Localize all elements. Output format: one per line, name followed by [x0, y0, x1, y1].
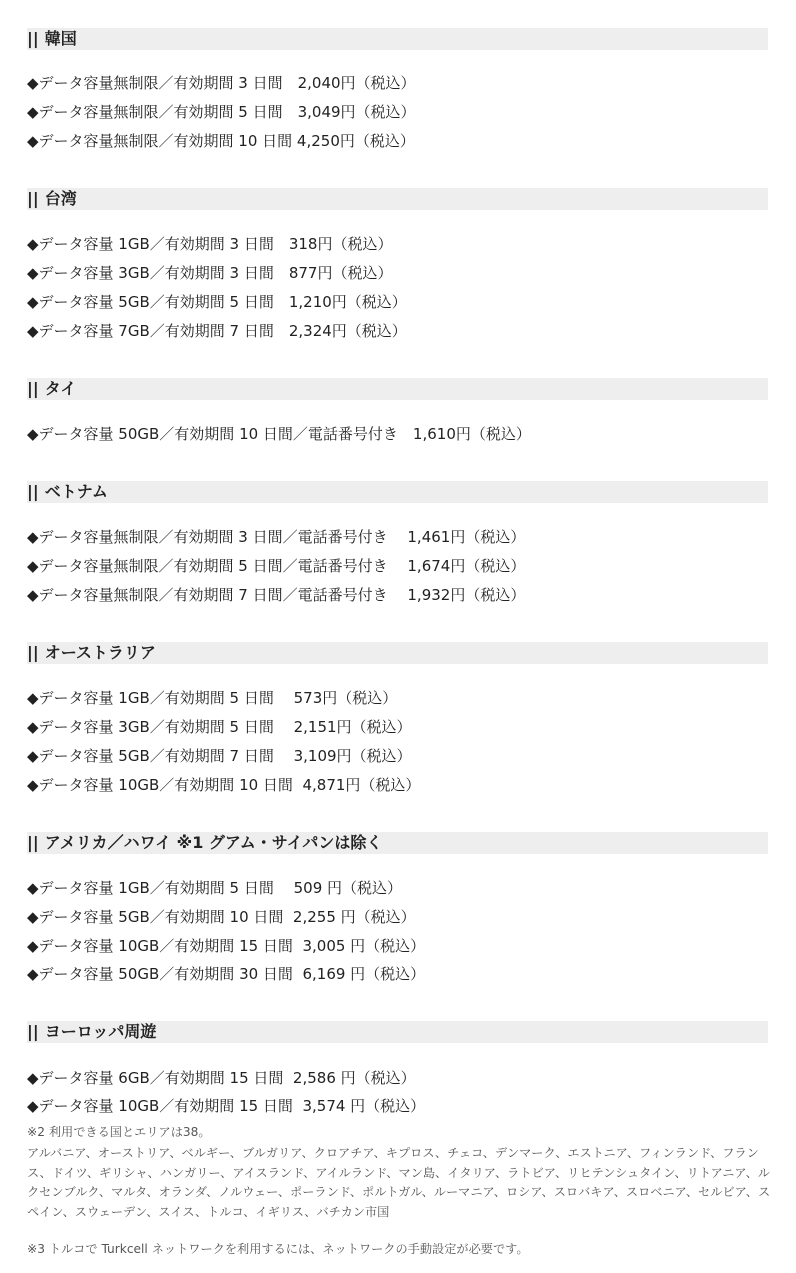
heading-label: ヨーロッパ周遊	[44, 1022, 157, 1041]
heading-bars: ||	[27, 1022, 39, 1041]
section-heading-europe	[27, 1021, 768, 1043]
plan-item: ◆データ容量無制限／有効期間 5 日間／電話番号付き 1,674円（税込）	[27, 557, 526, 575]
heading-label: アメリカ／ハワイ ※1 グアム・サイパンは除く	[44, 833, 383, 852]
heading-bars: ||	[27, 643, 39, 662]
plan-item: ◆データ容量 3GB／有効期間 5 日間 2,151円（税込）	[27, 718, 412, 736]
footnote-2-country-list: アルバニア、オーストリア、ベルギー、ブルガリア、クロアチア、キプロス、チェコ、デンマーク、エストニア、フィンランド、フランス、ドイツ、ギリシャ、ハンガリー、アイスランド、アイルランド、マン島、イタリア、ラトビア、リヒテンシュタイン、リトアニア、ルクセンブルク、マルタ、オランダ、ノルウェー、ポーランド、ポルトガル、ルーマニア、ロシア、スロバキア、スロベニア、セルビア、スペイン、スウェーデン、スイス、トルコ、イギリス、バチカン市国	[27, 1146, 771, 1219]
footnote-3: ※3 トルコで Turkcell ネットワークを利用するには、ネットワークの手動設定が必要です。	[27, 1242, 529, 1256]
heading-label: 台湾	[44, 189, 77, 208]
heading-label: オーストラリア	[44, 643, 156, 662]
plan-item: ◆データ容量 10GB／有効期間 15 日間 3,005 円（税込）	[27, 937, 426, 955]
plan-item: ◆データ容量 6GB／有効期間 15 日間 2,586 円（税込）	[27, 1069, 416, 1087]
plan-item: ◆データ容量無制限／有効期間 3 日間 2,040円（税込）	[27, 74, 416, 92]
plan-item: ◆データ容量 5GB／有効期間 5 日間 1,210円（税込）	[27, 293, 407, 311]
plan-item: ◆データ容量 10GB／有効期間 10 日間 4,871円（税込）	[27, 776, 421, 794]
plan-item: ◆データ容量 50GB／有効期間 30 日間 6,169 円（税込）	[27, 965, 426, 983]
plan-item: ◆データ容量無制限／有効期間 5 日間 3,049円（税込）	[27, 103, 416, 121]
section-heading-korea	[27, 28, 768, 50]
heading-bars: ||	[27, 189, 39, 208]
plan-item: ◆データ容量 5GB／有効期間 10 日間 2,255 円（税込）	[27, 908, 416, 926]
plan-item: ◆データ容量 7GB／有効期間 7 日間 2,324円（税込）	[27, 322, 407, 340]
plan-item: ◆データ容量 1GB／有効期間 5 日間 509 円（税込）	[27, 879, 403, 897]
plan-item: ◆データ容量無制限／有効期間 3 日間／電話番号付き 1,461円（税込）	[27, 528, 526, 546]
heading-bars: ||	[27, 482, 39, 501]
section-heading-australia	[27, 642, 768, 664]
heading-bars: ||	[27, 379, 39, 398]
plan-item: ◆データ容量 1GB／有効期間 5 日間 573円（税込）	[27, 689, 398, 707]
footnote-2-title: ※2 利用できる国とエリアは38。	[27, 1125, 211, 1139]
heading-bars: ||	[27, 833, 39, 852]
section-heading-usa-hawaii	[27, 832, 768, 854]
section-heading-thailand	[27, 378, 768, 400]
plan-item: ◆データ容量 5GB／有効期間 7 日間 3,109円（税込）	[27, 747, 412, 765]
heading-bars: ||	[27, 29, 39, 48]
plan-item: ◆データ容量 3GB／有効期間 3 日間 877円（税込）	[27, 264, 393, 282]
plan-item: ◆データ容量無制限／有効期間 7 日間／電話番号付き 1,932円（税込）	[27, 586, 526, 604]
plan-item: ◆データ容量 50GB／有効期間 10 日間／電話番号付き 1,610円（税込）	[27, 425, 531, 443]
section-heading-vietnam	[27, 481, 768, 503]
plan-item: ◆データ容量 1GB／有効期間 3 日間 318円（税込）	[27, 235, 393, 253]
heading-label: タイ	[44, 379, 77, 398]
heading-label: ベトナム	[44, 482, 108, 501]
plan-item: ◆データ容量無制限／有効期間 10 日間 4,250円（税込）	[27, 132, 415, 150]
section-heading-taiwan	[27, 188, 768, 210]
heading-label: 韓国	[44, 29, 77, 48]
plan-item: ◆データ容量 10GB／有効期間 15 日間 3,574 円（税込）	[27, 1097, 426, 1115]
